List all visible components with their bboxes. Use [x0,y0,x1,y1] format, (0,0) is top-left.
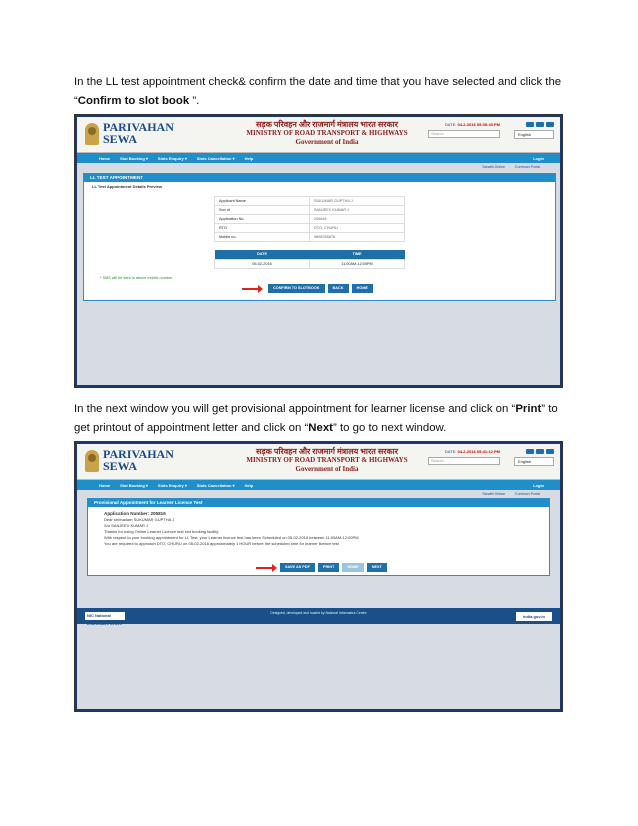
parivahan-logo[interactable]: PARIVAHAN SEWA [103,447,174,473]
common-portal-link[interactable]: Common Portal [515,492,540,496]
nav-help[interactable]: Help [244,155,254,161]
slot-date: 05-02-2016 [215,259,310,268]
confirm-to-slotbook-button[interactable]: CONFIRM TO SLOTBOOK [268,284,325,293]
next-button[interactable]: NEXT [367,563,387,572]
font-large-icon[interactable] [546,122,554,127]
table-row: Application No 205816 [215,215,405,224]
table-row: RTO DTO, CHURU [215,224,405,233]
action-buttons [280,563,387,572]
emblem-icon [85,123,99,145]
india-gov-logo[interactable]: india.gov.in [516,612,552,621]
slot-time: 11:00AM-12:00PM [310,259,405,268]
home-button[interactable]: HOME [342,563,363,572]
language-select[interactable]: English [514,457,554,466]
common-portal-link[interactable]: Common Portal [515,165,540,169]
table-row: Mobile no. 9898765876 [215,233,405,242]
date-time-display: DATE: 04-2-2016 05:35:43 PM [444,122,500,127]
font-large-icon[interactable] [546,449,554,454]
portal-links [472,492,540,496]
browser-viewport [77,117,560,385]
nav-slot-booking[interactable]: Slot Booking ▾ [120,482,148,488]
nav-login[interactable]: Login [533,155,544,161]
details-table [214,196,405,242]
font-size-buttons[interactable] [526,122,554,127]
sms-note: * SMS will be sent to above mobile number [100,276,173,280]
appointment-letter: Application Number: 205816 Dear sir/madam SUKUMAR GUPTHA J S/o SANJEEV KUMAR J Thanks for using Online Learner Licence test slot booking facility. With respect to your booking appointment for LL Test, your Learner licence test has been Scheduled on 05-02-2016 between 11:00AM-12:00PM You are required to approach DTO, CHURU on 05-02-2016 approximately 1 HOUR before the scheduled time for learner licence test [104,511,359,546]
ministry-title: सड़क परिवहन और राजमार्ग मंत्रालय भारत सरकार MINISTRY OF ROAD TRANSPORT & HIGHWAYS Government of India [246,120,408,146]
footer-credit: Designed, developed and hosted by National Informatics Centre [270,611,367,615]
screenshot-ll-test-appointment [74,114,563,388]
table-row: Son of SANJEEV KUMAR J [215,206,405,215]
sarathi-link[interactable]: Sarathi Online [482,165,506,169]
portal-links [472,165,540,169]
screenshot-provisional-appointment [74,441,563,712]
save-as-pdf-button[interactable]: SAVE AS PDF [280,563,315,572]
instruction-text: ”. [189,95,200,107]
panel-title: LL TEST APPOINTMENT [84,174,555,182]
appointment-panel [83,173,556,301]
nav-home[interactable]: Home [99,155,111,161]
home-button[interactable]: HOME [352,284,373,293]
language-select[interactable]: English [514,130,554,139]
slot-table [214,250,405,269]
search-input[interactable]: Search [428,130,500,138]
nav-slots-enquiry[interactable]: Slots Enquiry ▾ [157,155,187,161]
nav-slots-enquiry[interactable]: Slots Enquiry ▾ [157,482,187,488]
instruction-bold: Confirm to slot book [77,95,190,107]
main-nav [77,153,560,163]
font-small-icon[interactable] [526,122,534,127]
nav-home[interactable]: Home [99,482,111,488]
time-header: TIME [310,250,405,259]
panel-subtitle: LL Test Appointment Details Preview [92,184,162,189]
action-buttons [268,284,373,293]
parivahan-logo[interactable]: PARIVAHAN SEWA [103,120,174,146]
ministry-title: सड़क परिवहन और राजमार्ग मंत्रालय भारत सरकार MINISTRY OF ROAD TRANSPORT & HIGHWAYS Government of India [246,447,408,473]
red-arrow-icon [256,567,274,569]
nic-logo[interactable]: NIC National Informatics Centre [85,612,125,620]
search-input[interactable]: Search [428,457,500,465]
font-small-icon[interactable] [526,449,534,454]
sarathi-link[interactable]: Sarathi Online [482,492,506,496]
table-row [215,259,405,268]
font-normal-icon[interactable] [536,449,544,454]
emblem-icon [85,450,99,472]
main-nav [77,480,560,490]
instruction-paragraph-1 [74,73,570,111]
font-size-buttons[interactable] [526,449,554,454]
instruction-paragraph-2: In the next window you will get provisional appointment for learner license and click on “Print” to get printout of appointment letter and click on “Next” to go to next window. [74,403,558,434]
nav-slot-booking[interactable]: Slot Booking ▾ [120,155,148,161]
red-arrow-icon [242,288,260,290]
nav-login[interactable]: Login [533,482,544,488]
nav-slots-cancellation[interactable]: Slots Cancellation ▾ [196,482,235,488]
browser-viewport [77,444,560,709]
site-header [77,444,560,480]
nav-slots-cancellation[interactable]: Slots Cancellation ▾ [196,155,235,161]
application-number: Application Number: 205816 [104,511,166,516]
date-time-display: DATE: 04-2-2016 05:41:12 PM [444,449,500,454]
font-normal-icon[interactable] [536,122,544,127]
date-header: DATE [215,250,310,259]
provisional-panel [87,498,550,576]
table-row: Applicant Name SUKUMAR GUPTHA J [215,197,405,206]
site-footer [77,608,560,624]
back-button[interactable]: BACK [328,284,349,293]
panel-title: Provisional Appointment for Learner Licence Test [88,499,549,507]
instruction-text: In the LL test appointment check& confirm the date and time that you have selected and click the “ [74,76,562,107]
nav-help[interactable]: Help [244,482,254,488]
print-button[interactable]: PRINT [318,563,339,572]
site-header [77,117,560,153]
